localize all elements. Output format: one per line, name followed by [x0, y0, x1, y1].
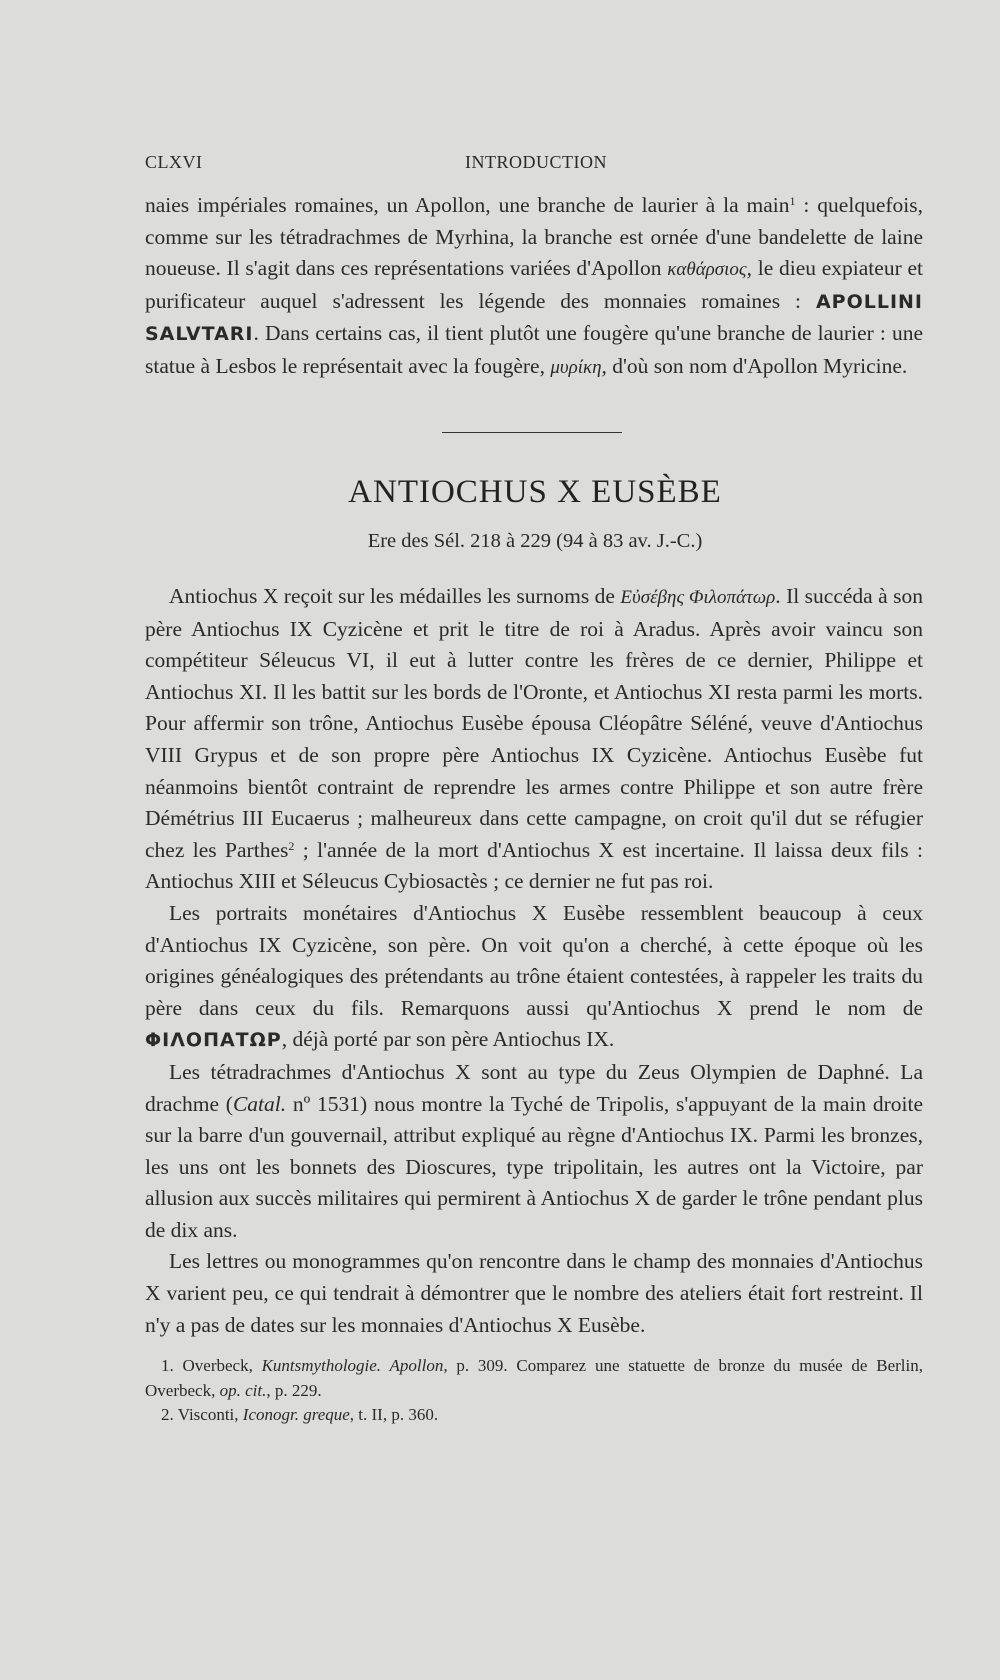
para1-text-3: ; l'année de la mort d'Antiochus X est incertaine. Il laissa deux fils : Antiochus XIII et Séleucus Cybiosactès ; ce dernier ne fut pas roi. — [145, 837, 923, 894]
greek-epithets: Εὐσέβης Φιλοπάτωρ — [620, 587, 776, 608]
footnote-2 — [145, 1403, 923, 1428]
paragraph-1 — [145, 581, 923, 898]
catalogue-ref: Catal. — [232, 1091, 287, 1116]
para1-text-2: . Il succéda à son père Antiochus IX Cyzicène et prit le titre de roi à Aradus. Après avoir vaincu son compétiteur Séleucus VI, il eut à lutter contre les frères de ce dernier, Philippe et Antiochus XI. Il les battit sur les bords de l'Oronte, et Antiochus XI resta parmi les morts. Pour affermir son trône, Antiochus Eusèbe épousa Cléopâtre Séléné, veuve d'Antiochus VIII Grypus et de son propre père Antiochus IX Cyzicène. Antiochus Eusèbe fut néanmoins bientôt contraint de reprendre les armes contre Philippe et son autre frère Démétrius III Eucaerus ; malheureux dans cette campagne, on croit qu'il dut se réfugier chez les Parthes — [145, 584, 923, 862]
section-subtitle: Ere des Sél. 218 à 229 (94 à 83 av. J.-C.) — [367, 530, 703, 552]
intro-text-1: naies impériales romaines, un Apollon, une branche de laurier à la main — [145, 193, 790, 217]
paragraph-4: Les lettres ou monogrammes qu'on rencontre dans le champ des monnaies d'Antiochus X varient peu, ce qui tendrait à démontrer que le nombre des ateliers était fort restreint. Il n'y a pas de dates sur les monnaies d'Antiochus X Eusèbe. — [145, 1249, 923, 1337]
footnote-2-text-c: , t. II, p. 360. — [349, 1405, 439, 1424]
greek-word-myrike: μυρίκη — [550, 356, 602, 378]
greek-epithet-katharsios: καθάρσιος — [667, 259, 747, 281]
para3-text-1: Les tétradrachmes d'Antiochus X sont au type du Zeus Olympien de Daphné. La drachme ( — [145, 1059, 923, 1116]
intro-text-5: , d'où son nom d'Apollon Myricine. — [601, 353, 908, 378]
paragraph-2 — [145, 898, 923, 1057]
footnote-2-work: Iconogr. greque — [242, 1405, 350, 1424]
para2-text-1: Les portraits monétaires d'Antiochus X Eusèbe ressemblent beaucoup à ceux d'Antiochus IX Cyzicène, son père. On voit qu'on a cherché, à cette époque où les origines généalogiques des prétendants au trône étaient contestées, à rappeler les traits du père dans ceux du fils. Remarquons aussi qu'Antiochus X prend le nom de — [145, 900, 923, 1020]
footnote-1-opcit: op. cit. — [219, 1380, 267, 1400]
para3-text-2: nº 1531) nous montre la Tyché de Tripolis, s'appuyant de la main droite sur la barre d'un gouvernail, attribut expliqué au règne d'Antiochus IX. Parmi les bronzes, les uns ont les bonnets des Dioscures, type tripolitain, les autres ont la Victoire, par allusion aux succès militaires qui permirent à Antiochus X de garder le trône pendant plus de dix ans. — [145, 1091, 923, 1242]
footnote-ref-1: 1 — [789, 194, 796, 208]
coin-legend-apollini: APOLLINI SALVTARI — [145, 290, 923, 346]
footnotes — [145, 1354, 923, 1428]
section-body — [145, 581, 923, 1341]
intro-text-2: : quelquefois, comme sur les tétradrachmes de Myrhina, la branche est ornée d'une bandelette de laine noueuse. Il s'agit dans ces représentations variées d'Apollon — [145, 193, 923, 281]
footnote-1-text-e: , p. 229. — [266, 1380, 322, 1400]
page-number: CLXVI — [145, 152, 203, 172]
running-title: INTRODUCTION — [465, 152, 607, 172]
section-title: ANTIOCHUS X EUSÈBE — [348, 474, 722, 510]
coin-legend-philopator: ΦΙΛΟΠΑΤΩΡ — [145, 1029, 282, 1052]
footnote-1 — [145, 1354, 923, 1403]
footnote-2-text-a: 2. Visconti, — [161, 1405, 243, 1424]
footnote-1-text-a: 1. Overbeck, — [161, 1356, 262, 1375]
paragraph-3 — [145, 1057, 923, 1247]
footnote-1-text-c: , p. 309. Comparez une statuette de bronze du musée de Berlin, Overbeck, — [145, 1356, 923, 1400]
intro-text-4: . Dans certains cas, il tient plutôt une fougère qu'une branche de laurier : une statue à Lesbos le représentait avec la fougère, — [145, 321, 923, 378]
footnote-ref-2: 2 — [288, 838, 295, 853]
continued-paragraph — [145, 190, 923, 384]
footnote-1-work: Kuntsmythologie. Apollon — [261, 1356, 444, 1375]
para2-text-2: , déjà porté par son père Antiochus IX. — [281, 1027, 615, 1052]
para1-text-1: Antiochus X reçoit sur les médailles les surnoms de — [169, 584, 621, 608]
section-divider — [442, 432, 622, 433]
intro-text-3: , le dieu expiateur et purificateur auquel s'adressent les légende des monnaies romaines : — [145, 256, 923, 313]
